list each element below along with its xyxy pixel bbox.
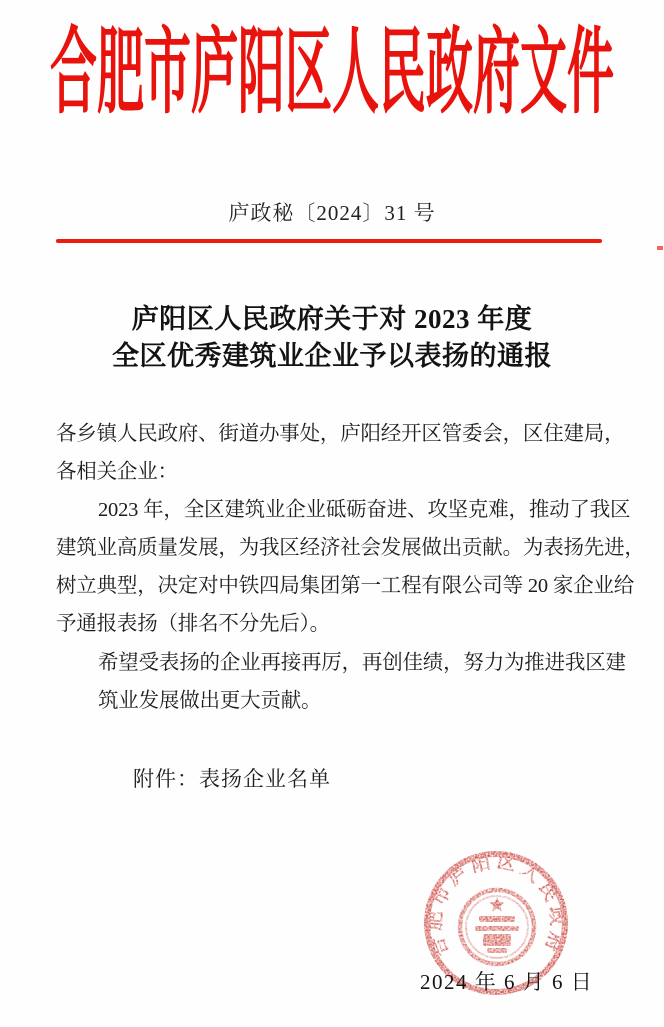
salutation-line: 各相关企业： [56, 461, 178, 484]
scan-artifact [657, 246, 663, 250]
paragraph-line: 筑业发展做出更大贡献。 [98, 689, 322, 712]
document-date: 2024 年 6 月 6 日 [420, 970, 594, 994]
salutation-line: 各乡镇人民政府、街道办事处，庐阳经开区管委会，区住建局， [56, 423, 625, 445]
paragraph-line: 建筑业高质量发展，为我区经济社会发展做出贡献。为表扬先进， [56, 537, 645, 560]
seal-arc-text: 合肥市庐阳区人民政府 [424, 851, 568, 959]
document-title [0, 301, 664, 375]
document-body [56, 415, 645, 720]
letterhead-title: 合肥市庐阳区人民政府文件 [50, 22, 614, 126]
document-title-line2: 全区优秀建筑业企业予以表扬的通报 [112, 341, 552, 371]
seal-emblem-icon [460, 890, 534, 964]
red-divider-rule [56, 239, 602, 243]
document-number: 庐政秘〔2024〕31 号 [228, 201, 436, 225]
document-title-line1: 庐阳区人民政府关于对 2023 年度 [131, 304, 533, 334]
paragraph-line: 2023 年，全区建筑业企业砥砺奋进、攻坚克难，推动了我区 [98, 499, 631, 522]
paragraph-line: 树立典型，决定对中铁四局集团第一工程有限公司等 20 家企业给 [56, 575, 635, 598]
attachment-line: 附件：表扬企业名单 [133, 767, 331, 791]
paragraph-line: 予通报表扬（排名不分先后）。 [56, 613, 330, 636]
paragraph-line: 希望受表扬的企业再接再厉，再创佳绩，努力为推进我区建 [98, 651, 626, 674]
